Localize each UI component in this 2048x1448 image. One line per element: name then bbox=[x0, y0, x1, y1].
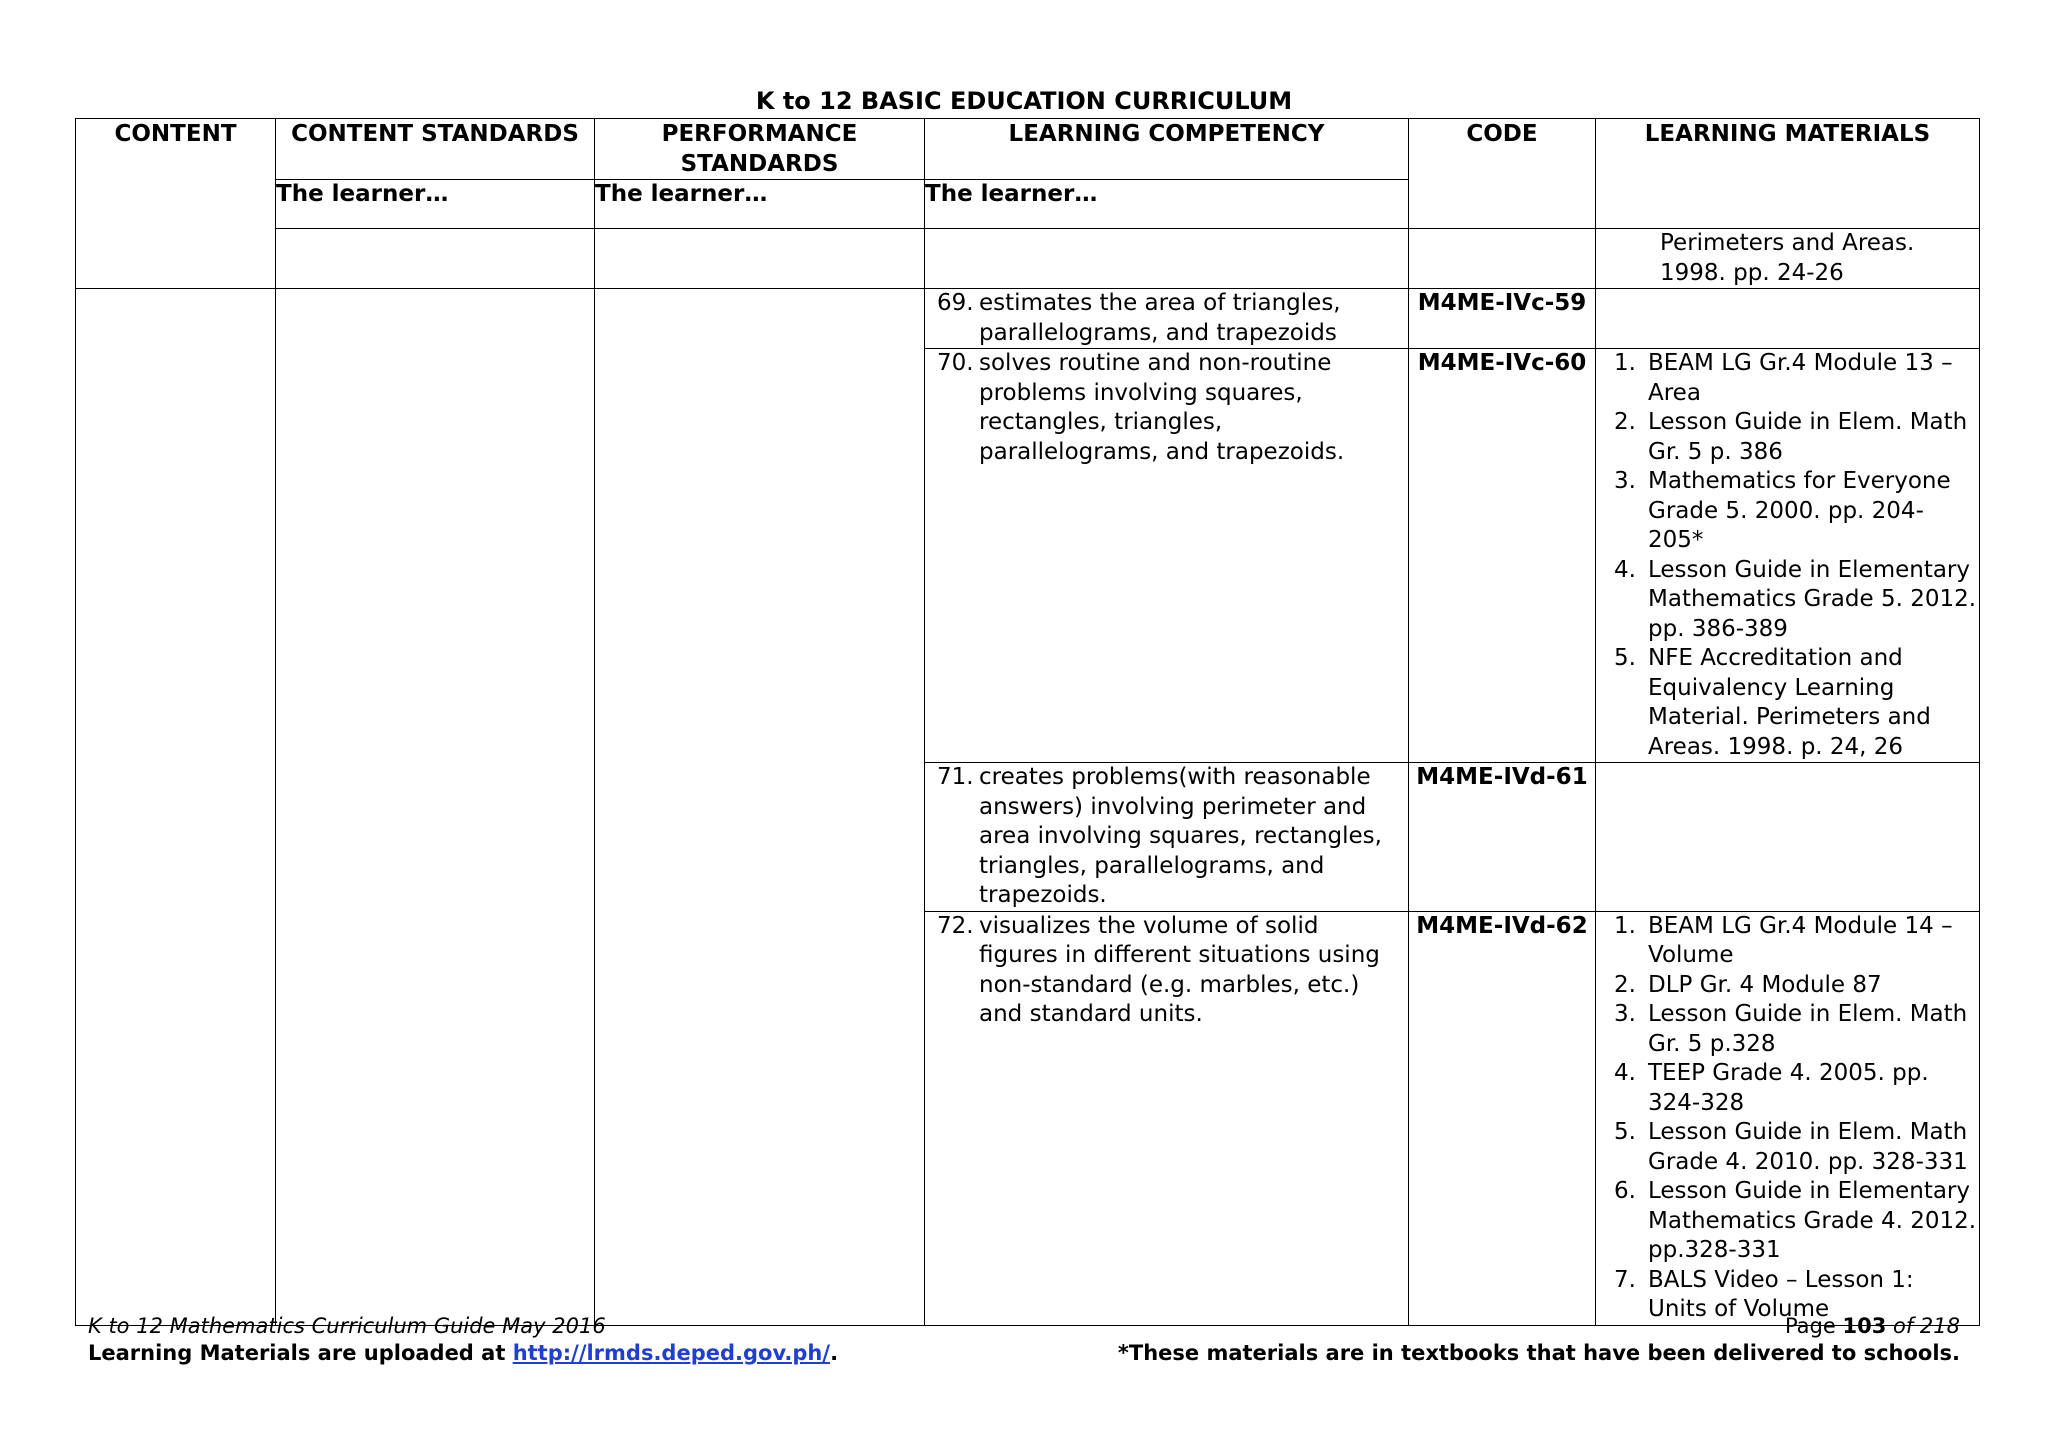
competency-cell bbox=[925, 349, 1409, 763]
code-cell: M4ME-IVc-60 bbox=[1409, 349, 1596, 763]
list-item: 5. Lesson Guide in Elem. Math Grade 4. 2010. pp. 328-331 bbox=[1614, 1119, 1968, 1175]
guide-name: K to 12 Mathematics Curriculum Guide May 2016 bbox=[88, 1314, 606, 1338]
list-item: 4. Lesson Guide in Elementary Mathematics Grade 5. 2012. pp. 386-389 bbox=[1614, 556, 1977, 642]
content-standards-cell bbox=[276, 289, 595, 1326]
list-item: 3. Lesson Guide in Elem. Math Gr. 5 p.328 bbox=[1614, 1001, 1968, 1057]
materials-list bbox=[1596, 912, 1979, 1325]
list-item: 2. Lesson Guide in Elem. Math Gr. 5 p. 386 bbox=[1614, 409, 1968, 465]
competency-text: solves routine and non-routine problems involving squares, rectangles, triangles, parallelograms, and trapezoids. bbox=[979, 350, 1345, 465]
learner-label-lc: The learner… bbox=[925, 180, 1409, 229]
code-cell: M4ME-IVd-62 bbox=[1409, 911, 1596, 1325]
list-item: 1. BEAM LG Gr.4 Module 14 – Volume bbox=[1614, 912, 1953, 968]
code-cell: M4ME-IVc-59 bbox=[1409, 289, 1596, 349]
learner-label-cs: The learner… bbox=[276, 180, 595, 229]
header-code: CODE bbox=[1409, 119, 1596, 229]
list-item: 7. BALS Video – Lesson 1: Units of Volume bbox=[1614, 1266, 1914, 1322]
table-row bbox=[76, 289, 1980, 349]
competency-cell bbox=[925, 911, 1409, 1325]
competency-text: creates problems(with reasonable answers) involving perimeter and area involving squares, rectangles, triangles, parallelograms, and trapezoids. bbox=[979, 764, 1382, 908]
competency-number: 69. bbox=[937, 290, 974, 316]
textbook-note: *These materials are in textbooks that have been delivered to schools. bbox=[1117, 1341, 1960, 1365]
competency-text: estimates the area of triangles, parallelograms, and trapezoids bbox=[979, 290, 1341, 346]
empty-cell bbox=[595, 229, 925, 289]
competency-cell bbox=[925, 763, 1409, 912]
competency-number: 70. bbox=[937, 350, 974, 376]
footer-right bbox=[1118, 1313, 1960, 1367]
list-item: 2. DLP Gr. 4 Module 87 bbox=[1614, 971, 1882, 998]
materials-cell bbox=[1596, 289, 1980, 349]
header-learning-competency: LEARNING COMPETENCY bbox=[925, 119, 1409, 180]
materials-cell bbox=[1596, 911, 1980, 1325]
list-item: 4. TEEP Grade 4. 2005. pp. 324-328 bbox=[1614, 1060, 1929, 1116]
footer-left bbox=[88, 1313, 838, 1367]
upload-note: Learning Materials are uploaded at http://lrmds.deped.gov.ph/. bbox=[88, 1341, 839, 1365]
page-number: Page 103 of 218 bbox=[1784, 1314, 1960, 1338]
materials-list bbox=[1596, 349, 1979, 762]
empty-cell bbox=[1409, 229, 1596, 289]
curriculum-table bbox=[75, 118, 1980, 1326]
header-content: CONTENT bbox=[76, 119, 276, 289]
content-cell bbox=[76, 289, 276, 1326]
header-learning-materials: LEARNING MATERIALS bbox=[1596, 119, 1980, 229]
materials-cell bbox=[1596, 349, 1980, 763]
competency-number: 72. bbox=[937, 912, 974, 939]
list-item: 1. BEAM LG Gr.4 Module 13 – Area bbox=[1614, 350, 1953, 406]
header-performance-standards: PERFORMANCE STANDARDS bbox=[595, 119, 925, 180]
competency-text: visualizes the volume of solid figures in different situations using non-standard (e.g. marbles, etc.) and standard units. bbox=[979, 912, 1380, 1027]
list-item: 6. Lesson Guide in Elementary Mathematics Grade 4. 2012. pp.328-331 bbox=[1614, 1178, 1977, 1263]
competency-cell bbox=[925, 289, 1409, 349]
header-content-standards: CONTENT STANDARDS bbox=[276, 119, 595, 180]
list-item: 3. Mathematics for Everyone Grade 5. 2000. pp. 204-205* bbox=[1614, 468, 1951, 553]
competency-number: 71. bbox=[937, 764, 974, 790]
learner-label-ps: The learner… bbox=[595, 180, 925, 229]
performance-standards-cell bbox=[595, 289, 925, 1326]
list-item: 5. NFE Accreditation and Equivalency Learning Material. Perimeters and Areas. 1998. p. 24, 26 bbox=[1614, 645, 1931, 760]
code-cell: M4ME-IVd-61 bbox=[1409, 763, 1596, 912]
continuation-text: Perimeters and Areas. 1998. pp. 24-26 bbox=[1660, 230, 1915, 286]
lrmds-link[interactable]: http://lrmds.deped.gov.ph/ bbox=[512, 1341, 831, 1365]
empty-cell bbox=[276, 229, 595, 289]
document-title: K to 12 BASIC EDUCATION CURRICULUM bbox=[755, 87, 1293, 115]
empty-cell bbox=[925, 229, 1409, 289]
materials-continuation bbox=[1596, 229, 1980, 289]
materials-cell bbox=[1596, 763, 1980, 912]
